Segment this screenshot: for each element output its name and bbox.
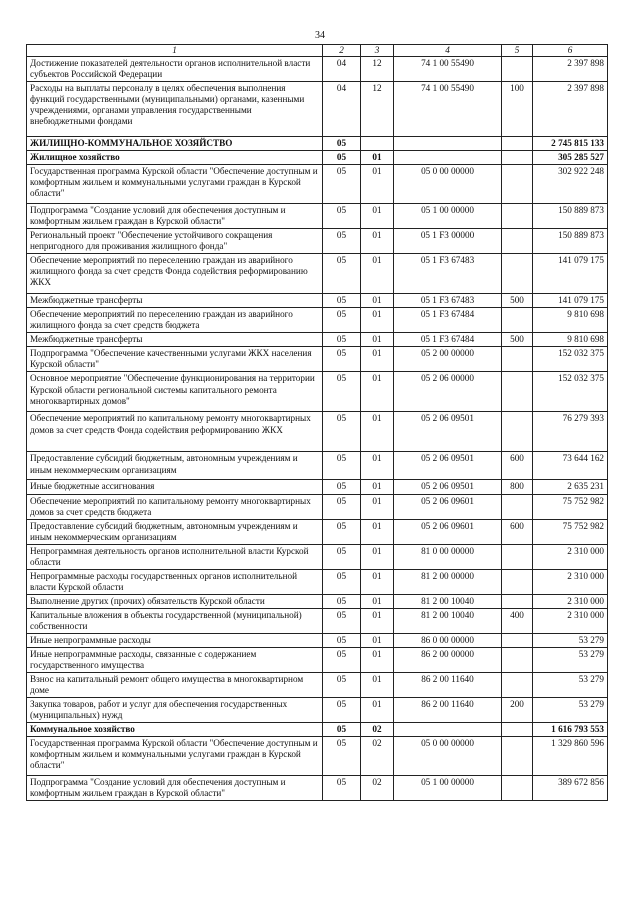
row-section: 05 — [323, 494, 361, 519]
table-row — [27, 82, 608, 137]
table-row — [27, 647, 608, 672]
row-amount: 150 889 873 — [533, 204, 608, 229]
row-name: ЖИЛИЩНО-КОММУНАЛЬНОЕ ХОЗЯЙСТВО — [27, 137, 323, 151]
row-expense-type — [502, 372, 533, 412]
row-name: Предоставление субсидий бюджетным, автономным учреждениям и иным некоммерческим организациям — [27, 519, 323, 544]
row-name: Межбюджетные трансферты — [27, 294, 323, 308]
row-target-article: 81 2 00 00000 — [394, 569, 502, 594]
row-name: Закупка товаров, работ и услуг для обеспечения государственных (муниципальных) нужд — [27, 698, 323, 723]
row-amount: 9 810 698 — [533, 333, 608, 347]
row-amount: 53 279 — [533, 698, 608, 723]
row-amount: 2 310 000 — [533, 544, 608, 569]
row-section: 04 — [323, 57, 361, 82]
row-subsection: 01 — [361, 229, 394, 254]
row-subsection: 01 — [361, 633, 394, 647]
row-name: Непрограммная деятельность органов исполнительной власти Курской области — [27, 544, 323, 569]
row-name: Обеспечение мероприятий по капитальному ремонту многоквартирных домов за счет средств бюджета — [27, 494, 323, 519]
row-amount: 2 310 000 — [533, 594, 608, 608]
row-target-article: 74 1 00 55490 — [394, 57, 502, 82]
table-row — [27, 480, 608, 494]
row-subsection: 01 — [361, 452, 394, 480]
row-name: Подпрограмма "Создание условий для обеспечения доступным и комфортным жильем граждан в Курской области" — [27, 776, 323, 801]
row-section: 05 — [323, 452, 361, 480]
table-row — [27, 544, 608, 569]
row-subsection: 02 — [361, 737, 394, 776]
row-amount: 9 810 698 — [533, 308, 608, 333]
row-amount: 150 889 873 — [533, 229, 608, 254]
header-section: 2 — [323, 45, 361, 57]
row-target-article — [394, 137, 502, 151]
row-amount: 302 922 248 — [533, 165, 608, 204]
row-target-article: 05 1 F3 67484 — [394, 333, 502, 347]
table-row — [27, 372, 608, 412]
row-target-article: 05 1 F3 67483 — [394, 294, 502, 308]
row-amount: 1 329 860 596 — [533, 737, 608, 776]
table-row — [27, 494, 608, 519]
row-section: 05 — [323, 137, 361, 151]
row-amount: 152 032 375 — [533, 347, 608, 372]
row-target-article: 86 0 00 00000 — [394, 633, 502, 647]
row-subsection: 01 — [361, 480, 394, 494]
row-amount: 2 310 000 — [533, 608, 608, 633]
row-expense-type — [502, 347, 533, 372]
row-section: 05 — [323, 308, 361, 333]
row-section: 05 — [323, 347, 361, 372]
header-subsection: 3 — [361, 45, 394, 57]
row-name: Капитальные вложения в объекты государственной (муниципальной) собственности — [27, 608, 323, 633]
row-subsection: 01 — [361, 372, 394, 412]
row-subsection: 01 — [361, 308, 394, 333]
row-section: 05 — [323, 647, 361, 672]
row-section: 05 — [323, 204, 361, 229]
row-name: Подпрограмма "Создание условий для обеспечения доступным и комфортным жильем граждан в Курской области" — [27, 204, 323, 229]
row-section: 05 — [323, 594, 361, 608]
row-section: 05 — [323, 254, 361, 294]
row-target-article: 05 1 F3 67484 — [394, 308, 502, 333]
row-section: 05 — [323, 776, 361, 801]
row-section: 04 — [323, 82, 361, 137]
row-target-article — [394, 151, 502, 165]
row-expense-type — [502, 151, 533, 165]
table-row — [27, 672, 608, 697]
table-row — [27, 229, 608, 254]
header-target-article: 4 — [394, 45, 502, 57]
table-row — [27, 452, 608, 480]
table-row — [27, 737, 608, 776]
budget-table — [26, 44, 608, 801]
table-row — [27, 165, 608, 204]
table-row — [27, 308, 608, 333]
row-expense-type: 500 — [502, 294, 533, 308]
row-target-article: 05 2 06 09501 — [394, 452, 502, 480]
row-amount: 75 752 982 — [533, 494, 608, 519]
row-name: Основное мероприятие "Обеспечение функционирования на территории Курской области региональной системы капитального ремонта многоквартирных домов" — [27, 372, 323, 412]
row-section: 05 — [323, 333, 361, 347]
row-amount: 76 279 393 — [533, 412, 608, 452]
row-target-article: 05 0 00 00000 — [394, 737, 502, 776]
row-name: Иные бюджетные ассигнования — [27, 480, 323, 494]
row-name: Подпрограмма "Обеспечение качественными услугами ЖКХ населения Курской области" — [27, 347, 323, 372]
row-section: 05 — [323, 633, 361, 647]
row-section: 05 — [323, 544, 361, 569]
row-subsection: 01 — [361, 519, 394, 544]
row-subsection: 01 — [361, 204, 394, 229]
row-subsection: 01 — [361, 333, 394, 347]
table-body — [27, 57, 608, 801]
row-expense-type — [502, 165, 533, 204]
row-expense-type — [502, 544, 533, 569]
row-target-article: 81 2 00 10040 — [394, 594, 502, 608]
row-target-article: 86 2 00 00000 — [394, 647, 502, 672]
row-expense-type: 800 — [502, 480, 533, 494]
row-subsection: 01 — [361, 347, 394, 372]
row-expense-type — [502, 594, 533, 608]
row-amount: 305 285 527 — [533, 151, 608, 165]
header-expense-type: 5 — [502, 45, 533, 57]
row-section: 05 — [323, 151, 361, 165]
table-row — [27, 254, 608, 294]
row-section: 05 — [323, 229, 361, 254]
row-amount: 141 079 175 — [533, 294, 608, 308]
row-section: 05 — [323, 569, 361, 594]
row-section: 05 — [323, 372, 361, 412]
row-section: 05 — [323, 294, 361, 308]
row-target-article: 74 1 00 55490 — [394, 82, 502, 137]
row-name: Государственная программа Курской области "Обеспечение доступным и комфортным жильем и коммунальными услугами граждан в Курской области" — [27, 737, 323, 776]
row-section: 05 — [323, 165, 361, 204]
row-subsection: 12 — [361, 57, 394, 82]
table-row — [27, 412, 608, 452]
row-section: 05 — [323, 480, 361, 494]
table-row — [27, 57, 608, 82]
row-subsection: 01 — [361, 608, 394, 633]
row-amount: 2 635 231 — [533, 480, 608, 494]
row-name: Региональный проект "Обеспечение устойчивого сокращения непригодного для проживания жилищного фонда" — [27, 229, 323, 254]
row-expense-type — [502, 494, 533, 519]
row-subsection: 01 — [361, 151, 394, 165]
row-name: Обеспечение мероприятий по переселению граждан из аварийного жилищного фонда за счет средств Фонда содействия реформированию ЖКХ — [27, 254, 323, 294]
row-name: Обеспечение мероприятий по переселению граждан из аварийного жилищного фонда за счет средств бюджета — [27, 308, 323, 333]
row-target-article: 05 2 00 00000 — [394, 347, 502, 372]
row-expense-type — [502, 204, 533, 229]
header-amount: 6 — [533, 45, 608, 57]
row-amount: 53 279 — [533, 672, 608, 697]
row-subsection: 02 — [361, 776, 394, 801]
row-subsection: 02 — [361, 723, 394, 737]
row-expense-type — [502, 229, 533, 254]
row-subsection: 12 — [361, 82, 394, 137]
row-expense-type: 600 — [502, 519, 533, 544]
table-row — [27, 333, 608, 347]
row-target-article: 81 2 00 10040 — [394, 608, 502, 633]
row-expense-type: 200 — [502, 698, 533, 723]
row-amount: 2 745 815 133 — [533, 137, 608, 151]
row-amount: 152 032 375 — [533, 372, 608, 412]
row-expense-type — [502, 57, 533, 82]
table-row — [27, 519, 608, 544]
row-target-article: 86 2 00 11640 — [394, 672, 502, 697]
row-target-article: 05 2 06 00000 — [394, 372, 502, 412]
row-name: Иные непрограммные расходы, связанные с содержанием государственного имущества — [27, 647, 323, 672]
row-name: Коммунальное хозяйство — [27, 723, 323, 737]
row-section: 05 — [323, 723, 361, 737]
row-subsection — [361, 137, 394, 151]
row-expense-type — [502, 647, 533, 672]
table-row — [27, 151, 608, 165]
row-section: 05 — [323, 672, 361, 697]
row-subsection: 01 — [361, 165, 394, 204]
row-subsection: 01 — [361, 412, 394, 452]
row-expense-type — [502, 672, 533, 697]
row-subsection: 01 — [361, 544, 394, 569]
row-section: 05 — [323, 519, 361, 544]
row-section: 05 — [323, 737, 361, 776]
row-expense-type — [502, 137, 533, 151]
header-row — [27, 45, 608, 57]
row-name: Взнос на капитальный ремонт общего имущества в многоквартирном доме — [27, 672, 323, 697]
row-amount: 389 672 856 — [533, 776, 608, 801]
row-name: Жилищное хозяйство — [27, 151, 323, 165]
row-subsection: 01 — [361, 569, 394, 594]
row-target-article: 05 1 F3 00000 — [394, 229, 502, 254]
row-section: 05 — [323, 608, 361, 633]
row-subsection: 01 — [361, 672, 394, 697]
row-expense-type — [502, 308, 533, 333]
row-subsection: 01 — [361, 494, 394, 519]
row-amount: 1 616 793 553 — [533, 723, 608, 737]
table-row — [27, 776, 608, 801]
row-amount: 73 644 162 — [533, 452, 608, 480]
row-expense-type — [502, 633, 533, 647]
row-name: Расходы на выплаты персоналу в целях обеспечения выполнения функций государственными (муниципальными) органами, казенными учреждениями, органами управления государственными внебюджетными фондами — [27, 82, 323, 137]
row-expense-type — [502, 737, 533, 776]
row-target-article — [394, 723, 502, 737]
row-expense-type — [502, 254, 533, 294]
row-expense-type: 500 — [502, 333, 533, 347]
row-amount: 53 279 — [533, 647, 608, 672]
row-target-article: 05 2 06 09601 — [394, 494, 502, 519]
row-name: Непрограммные расходы государственных органов исполнительной власти Курской области — [27, 569, 323, 594]
table-row — [27, 294, 608, 308]
table-row — [27, 608, 608, 633]
row-subsection: 01 — [361, 254, 394, 294]
row-target-article: 05 2 06 09501 — [394, 480, 502, 494]
row-expense-type — [502, 569, 533, 594]
header-name: 1 — [27, 45, 323, 57]
row-subsection: 01 — [361, 294, 394, 308]
row-target-article: 86 2 00 11640 — [394, 698, 502, 723]
row-subsection: 01 — [361, 594, 394, 608]
row-name: Обеспечение мероприятий по капитальному ремонту многоквартирных домов за счет средств Фонда содействия реформированию ЖКХ — [27, 412, 323, 452]
row-amount: 2 310 000 — [533, 569, 608, 594]
row-name: Предоставление субсидий бюджетным, автономным учреждениям и иным некоммерческим организациям — [27, 452, 323, 480]
row-section: 05 — [323, 412, 361, 452]
row-expense-type: 600 — [502, 452, 533, 480]
row-target-article: 05 1 00 00000 — [394, 776, 502, 801]
row-expense-type — [502, 412, 533, 452]
table-row — [27, 594, 608, 608]
row-target-article: 05 2 06 09501 — [394, 412, 502, 452]
row-amount: 75 752 982 — [533, 519, 608, 544]
row-amount: 53 279 — [533, 633, 608, 647]
row-amount: 2 397 898 — [533, 82, 608, 137]
row-name: Достижение показателей деятельности органов исполнительной власти субъектов Российской Федерации — [27, 57, 323, 82]
row-subsection: 01 — [361, 698, 394, 723]
row-expense-type — [502, 776, 533, 801]
row-expense-type: 100 — [502, 82, 533, 137]
row-target-article: 81 0 00 00000 — [394, 544, 502, 569]
row-subsection: 01 — [361, 647, 394, 672]
row-expense-type: 400 — [502, 608, 533, 633]
table-row — [27, 347, 608, 372]
table-row — [27, 723, 608, 737]
table-row — [27, 633, 608, 647]
row-name: Межбюджетные трансферты — [27, 333, 323, 347]
row-name: Иные непрограммные расходы — [27, 633, 323, 647]
row-target-article: 05 1 00 00000 — [394, 204, 502, 229]
table-row — [27, 698, 608, 723]
row-target-article: 05 1 F3 67483 — [394, 254, 502, 294]
row-amount: 2 397 898 — [533, 57, 608, 82]
row-target-article: 05 2 06 09601 — [394, 519, 502, 544]
row-section: 05 — [323, 698, 361, 723]
row-expense-type — [502, 723, 533, 737]
row-amount: 141 079 175 — [533, 254, 608, 294]
row-name: Выполнение других (прочих) обязательств Курской области — [27, 594, 323, 608]
table-row — [27, 569, 608, 594]
row-name: Государственная программа Курской области "Обеспечение доступным и комфортным жильем и коммунальными услугами граждан в Курской области" — [27, 165, 323, 204]
row-target-article: 05 0 00 00000 — [394, 165, 502, 204]
table-row — [27, 204, 608, 229]
table-row — [27, 137, 608, 151]
page-number: 34 — [315, 30, 325, 41]
